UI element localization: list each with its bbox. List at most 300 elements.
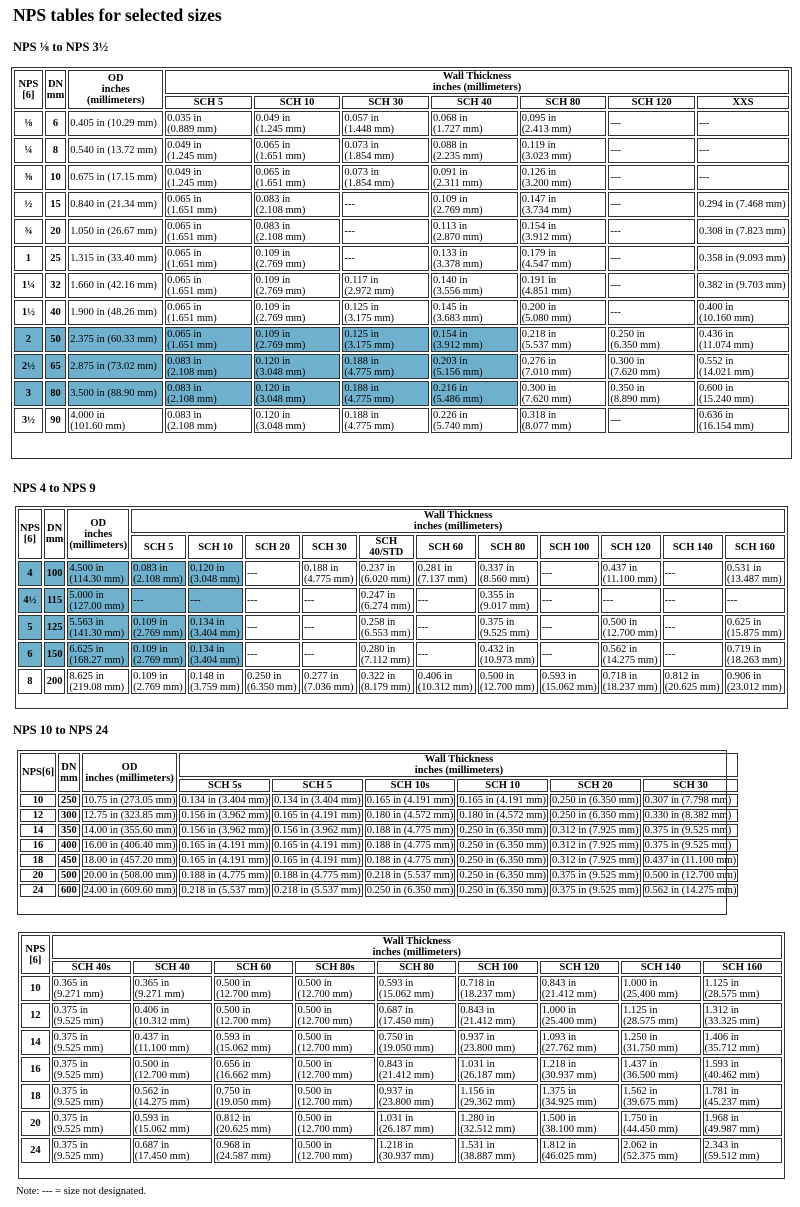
od-cell: 0.675 in (17.15 mm) <box>68 165 163 190</box>
nps-cell: 10 <box>20 794 56 807</box>
table-row <box>14 327 789 352</box>
dn-cell: 250 <box>58 794 80 807</box>
dn-cell: 200 <box>44 669 66 694</box>
wall-cell: 0.068 in (1.727 mm) <box>431 111 518 136</box>
wall-cell: 0.365 in (9.271 mm) <box>133 976 212 1001</box>
dn-cell: 400 <box>58 839 80 852</box>
dn-cell: 600 <box>58 884 80 897</box>
wall-cell: --- <box>540 588 599 613</box>
od-cell: 16.00 in (406.40 mm) <box>83 840 176 851</box>
wall-cell: 0.636 in (16.154 mm) <box>697 408 789 433</box>
table-frame-t4 <box>18 932 785 1179</box>
wall-cell: 0.593 in (15.062 mm) <box>377 976 456 1001</box>
table-row <box>14 354 789 379</box>
wall-cell: 0.843 in (21.412 mm) <box>377 1057 456 1082</box>
column-header: NPS [6] <box>21 935 50 974</box>
wall-cell: 0.073 in (1.854 mm) <box>342 138 429 163</box>
wall-cell: --- <box>608 192 695 217</box>
nps-cell: 14 <box>21 1030 50 1055</box>
wall-cell: 0.500 in (12.700 mm) <box>295 1057 374 1082</box>
wall-cell: 0.600 in (15.240 mm) <box>697 381 789 406</box>
wall-cell: --- <box>608 165 695 190</box>
wall-cell: 0.113 in (2.870 mm) <box>431 219 518 244</box>
schedule-header: XXS <box>697 96 789 109</box>
wall-cell: 0.083 in (2.108 mm) <box>131 561 186 586</box>
subtitle-t2: NPS 4 to NPS 9 <box>13 481 96 495</box>
wall-cell: --- <box>302 588 357 613</box>
wall-cell: --- <box>245 588 300 613</box>
wall-cell: --- <box>342 246 429 271</box>
od-cell: 8.625 in (219.08 mm) <box>67 669 129 694</box>
table-row <box>20 794 738 807</box>
wall-cell: 0.065 in (1.651 mm) <box>254 138 341 163</box>
wall-cell: 0.216 in (5.486 mm) <box>431 381 518 406</box>
schedule-header: SCH 120 <box>540 961 619 974</box>
table-row <box>14 381 789 406</box>
wall-cell: 0.312 in (7.925 mm) <box>551 855 639 866</box>
column-header: NPS [6] <box>14 70 43 109</box>
nps-cell: 1¼ <box>14 273 43 298</box>
table-row <box>20 824 738 837</box>
wall-cell: --- <box>601 588 661 613</box>
schedule-header: SCH 140 <box>621 961 700 974</box>
wall-cell: 0.109 in (2.769 mm) <box>131 669 186 694</box>
wall-cell: 0.531 in (13.487 mm) <box>725 561 785 586</box>
wall-cell: 1.280 in (32.512 mm) <box>458 1111 537 1136</box>
wall-cell: 0.562 in (14.275 mm) <box>644 885 737 896</box>
wall-cell: 0.073 in (1.854 mm) <box>342 165 429 190</box>
wall-cell: 1.437 in (36.500 mm) <box>621 1057 700 1082</box>
page-title: NPS tables for selected sizes <box>13 5 222 25</box>
wall-cell: 1.031 in (26.187 mm) <box>458 1057 537 1082</box>
nps-cell: 18 <box>20 854 56 867</box>
wall-cell: 0.218 in (5.537 mm) <box>274 885 361 896</box>
wall-cell: 0.188 in (4.775 mm) <box>342 354 429 379</box>
column-header: NPS [6] <box>18 509 42 559</box>
nps-cell: ⅜ <box>14 165 43 190</box>
nps-cell: ¼ <box>14 138 43 163</box>
wall-cell: 0.552 in (14.021 mm) <box>697 354 789 379</box>
wall-cell: 1.562 in (39.675 mm) <box>621 1084 700 1109</box>
nps-cell: 2½ <box>14 354 43 379</box>
wall-cell: --- <box>608 300 695 325</box>
wall-cell: 1.125 in (28.575 mm) <box>703 976 783 1001</box>
wall-cell: 1.000 in (25.400 mm) <box>621 976 700 1001</box>
nps-cell: 1 <box>14 246 43 271</box>
nps-table-t4 <box>19 933 784 1165</box>
wall-cell: 0.057 in (1.448 mm) <box>342 111 429 136</box>
wall-cell: --- <box>245 561 300 586</box>
wall-cell: 0.750 in (19.050 mm) <box>377 1030 456 1055</box>
nps-cell: 5 <box>18 615 42 640</box>
wall-cell: 0.308 in (7.823 mm) <box>697 219 789 244</box>
wall-cell: 0.237 in (6.020 mm) <box>359 561 414 586</box>
wall-cell: --- <box>608 219 695 244</box>
wall-cell: 0.148 in (3.759 mm) <box>188 669 243 694</box>
wall-cell: 0.375 in (9.525 mm) <box>52 1030 131 1055</box>
wall-cell: 0.375 in (9.525 mm) <box>478 615 538 640</box>
footnote: Note: --- = size not designated. <box>16 1186 147 1197</box>
wall-cell: 0.358 in (9.093 mm) <box>697 246 789 271</box>
wall-cell: 0.593 in (15.062 mm) <box>133 1111 212 1136</box>
wall-cell: --- <box>608 273 695 298</box>
wall-cell: 0.147 in (3.734 mm) <box>520 192 607 217</box>
od-cell: 1.900 in (48.26 mm) <box>68 300 163 325</box>
wall-cell: 0.065 in (1.651 mm) <box>254 165 341 190</box>
wall-cell: 0.109 in (2.769 mm) <box>131 642 186 667</box>
schedule-header: SCH 120 <box>608 96 695 109</box>
od-cell: 2.875 in (73.02 mm) <box>68 354 163 379</box>
wall-cell: --- <box>540 561 599 586</box>
wall-cell: 1.375 in (34.925 mm) <box>540 1084 619 1109</box>
wall-cell: 0.049 in (1.245 mm) <box>254 111 341 136</box>
table-row <box>20 884 738 897</box>
wall-cell: 0.500 in (12.700 mm) <box>295 976 374 1001</box>
wall-cell: 0.500 in (12.700 mm) <box>133 1057 212 1082</box>
wall-cell: 0.375 in (9.525 mm) <box>52 1138 131 1163</box>
table-row <box>14 165 789 190</box>
schedule-header: SCH 5 <box>272 779 363 792</box>
wall-thickness-header: Wall Thickness inches (millimeters) <box>179 753 738 777</box>
wall-cell: 0.656 in (16.662 mm) <box>214 1057 293 1082</box>
wall-cell: --- <box>416 615 476 640</box>
wall-cell: 0.500 in (12.700 mm) <box>478 669 538 694</box>
wall-cell: 0.300 in (7.620 mm) <box>520 381 607 406</box>
wall-cell: 0.188 in (4.775 mm) <box>302 561 357 586</box>
schedule-header: SCH 60 <box>214 961 293 974</box>
wall-cell: 1.250 in (31.750 mm) <box>621 1030 700 1055</box>
wall-cell: 0.109 in (2.769 mm) <box>254 327 341 352</box>
nps-cell: ⅛ <box>14 111 43 136</box>
wall-cell: 0.330 in (8.382 mm) <box>643 809 739 822</box>
table-row <box>21 1111 782 1136</box>
wall-cell: 0.191 in (4.851 mm) <box>520 273 607 298</box>
od-cell: 1.050 in (26.67 mm) <box>68 219 163 244</box>
table-row <box>20 854 738 867</box>
wall-cell: 0.065 in (1.651 mm) <box>165 246 252 271</box>
wall-cell: 0.280 in (7.112 mm) <box>359 642 414 667</box>
wall-cell: --- <box>608 111 695 136</box>
wall-cell: 0.562 in (14.275 mm) <box>601 642 661 667</box>
wall-cell: 0.154 in (3.912 mm) <box>431 327 518 352</box>
wall-cell: 0.365 in (9.271 mm) <box>52 976 131 1001</box>
wall-cell: 0.247 in (6.274 mm) <box>359 588 414 613</box>
table-row <box>21 1057 782 1082</box>
table-row <box>14 111 789 136</box>
wall-cell: 0.250 in (6.350 mm) <box>551 810 639 821</box>
wall-cell: 0.375 in (9.525 mm) <box>52 1111 131 1136</box>
wall-cell: 0.049 in (1.245 mm) <box>165 165 252 190</box>
wall-cell: 0.593 in (15.062 mm) <box>214 1030 293 1055</box>
wall-cell: 0.188 in (4.775 mm) <box>181 870 269 881</box>
wall-cell: 0.500 in (12.700 mm) <box>295 1003 374 1028</box>
schedule-header: SCH 10 <box>188 535 243 559</box>
od-cell: 5.563 in (141.30 mm) <box>67 615 129 640</box>
nps-cell: 8 <box>18 669 42 694</box>
column-header: DN mm <box>45 70 67 109</box>
nps-cell: 24 <box>21 1138 50 1163</box>
wall-cell: 0.109 in (2.769 mm) <box>254 246 341 271</box>
schedule-header: SCH 100 <box>458 961 537 974</box>
wall-cell: --- <box>725 588 785 613</box>
dn-cell: 32 <box>45 273 67 298</box>
wall-cell: 0.500 in (12.700 mm) <box>295 1138 374 1163</box>
table-row <box>14 138 789 163</box>
wall-cell: --- <box>188 588 243 613</box>
wall-cell: 0.200 in (5.080 mm) <box>520 300 607 325</box>
wall-cell: 0.125 in (3.175 mm) <box>342 327 429 352</box>
column-header: OD inches (millimeters) <box>82 753 178 792</box>
wall-cell: 0.406 in (10.312 mm) <box>416 669 476 694</box>
column-header: DN mm <box>44 509 66 559</box>
wall-cell: 0.117 in (2.972 mm) <box>342 273 429 298</box>
dn-cell: 8 <box>45 138 67 163</box>
wall-cell: 0.165 in (4.191 mm) <box>274 840 361 851</box>
wall-cell: 0.500 in (12.700 mm) <box>214 976 293 1001</box>
wall-cell: 1.000 in (25.400 mm) <box>540 1003 619 1028</box>
od-cell: 20.00 in (508.00 mm) <box>83 870 176 881</box>
schedule-header: SCH 10 <box>457 779 548 792</box>
dn-cell: 80 <box>45 381 67 406</box>
wall-cell: 0.562 in (14.275 mm) <box>133 1084 212 1109</box>
wall-cell: 0.500 in (12.700 mm) <box>295 1084 374 1109</box>
wall-cell: 0.277 in (7.036 mm) <box>302 669 357 694</box>
wall-cell: 0.937 in (23.800 mm) <box>458 1030 537 1055</box>
dn-cell: 500 <box>58 869 80 882</box>
wall-cell: 1.406 in (35.712 mm) <box>703 1030 783 1055</box>
nps-table-t2 <box>16 507 787 696</box>
od-cell: 14.00 in (355.60 mm) <box>83 825 176 836</box>
wall-cell: 0.500 in (12.700 mm) <box>214 1003 293 1028</box>
wall-cell: 1.031 in (26.187 mm) <box>377 1111 456 1136</box>
wall-cell: 0.095 in (2.413 mm) <box>520 111 607 136</box>
wall-cell: 0.188 in (4.775 mm) <box>274 870 361 881</box>
wall-cell: 0.500 in (12.700 mm) <box>601 615 661 640</box>
dn-cell: 6 <box>45 111 67 136</box>
schedule-header: SCH 120 <box>601 535 661 559</box>
wall-cell: 0.188 in (4.775 mm) <box>342 381 429 406</box>
wall-cell: 2.062 in (52.375 mm) <box>621 1138 700 1163</box>
wall-cell: 0.406 in (10.312 mm) <box>133 1003 212 1028</box>
nps-table-t3 <box>18 751 740 899</box>
wall-cell: 0.088 in (2.235 mm) <box>431 138 518 163</box>
wall-cell: 0.432 in (10.973 mm) <box>478 642 538 667</box>
wall-cell: 0.250 in (6.350 mm) <box>245 669 300 694</box>
schedule-header: SCH 40 <box>133 961 212 974</box>
table-row <box>18 588 785 613</box>
column-header: OD inches (millimeters) <box>67 509 129 559</box>
wall-cell: 0.300 in (7.620 mm) <box>608 354 695 379</box>
wall-cell: 0.188 in (4.775 mm) <box>342 408 429 433</box>
wall-cell: --- <box>663 642 723 667</box>
schedule-header: SCH 30 <box>643 779 739 792</box>
wall-cell: 0.312 in (7.925 mm) <box>551 825 639 836</box>
subtitle-t1: NPS ⅛ to NPS 3½ <box>13 40 109 54</box>
nps-cell: 14 <box>20 824 56 837</box>
wall-cell: 0.134 in (3.404 mm) <box>188 642 243 667</box>
wall-thickness-header: Wall Thickness inches (millimeters) <box>131 509 785 533</box>
wall-cell: 0.188 in (4.775 mm) <box>366 840 454 851</box>
nps-cell: 18 <box>21 1084 50 1109</box>
wall-cell: 0.165 in (4.191 mm) <box>459 795 546 806</box>
wall-cell: 0.400 in (10.160 mm) <box>697 300 789 325</box>
schedule-header: SCH 100 <box>540 535 599 559</box>
wall-cell: 1.531 in (38.887 mm) <box>458 1138 537 1163</box>
wall-cell: 0.120 in (3.048 mm) <box>254 354 341 379</box>
dn-cell: 65 <box>45 354 67 379</box>
wall-cell: 0.083 in (2.108 mm) <box>254 219 341 244</box>
wall-cell: 0.156 in (3.962 mm) <box>181 825 269 836</box>
wall-cell: 0.382 in (9.703 mm) <box>697 273 789 298</box>
nps-cell: ½ <box>14 192 43 217</box>
wall-cell: 0.436 in (11.074 mm) <box>697 327 789 352</box>
wall-cell: 0.375 in (9.525 mm) <box>643 839 739 852</box>
dn-cell: 350 <box>58 824 80 837</box>
wall-cell: 0.687 in (17.450 mm) <box>377 1003 456 1028</box>
wall-cell: 0.812 in (20.625 mm) <box>214 1111 293 1136</box>
wall-cell: 0.145 in (3.683 mm) <box>431 300 518 325</box>
table-row <box>18 561 785 586</box>
wall-cell: --- <box>663 615 723 640</box>
wall-cell: 0.065 in (1.651 mm) <box>165 192 252 217</box>
nps-cell: 12 <box>20 809 56 822</box>
table-row <box>21 1003 782 1028</box>
wall-cell: 0.109 in (2.769 mm) <box>254 273 341 298</box>
wall-cell: --- <box>697 138 789 163</box>
nps-cell: 4 <box>18 561 42 586</box>
nps-cell: 20 <box>21 1111 50 1136</box>
table-frame-t3 <box>17 750 737 915</box>
table-row <box>14 192 789 217</box>
table-row <box>18 615 785 640</box>
wall-cell: 0.937 in (23.800 mm) <box>377 1084 456 1109</box>
wall-cell: --- <box>416 642 476 667</box>
wall-cell: --- <box>608 408 695 433</box>
wall-cell: 0.843 in (21.412 mm) <box>458 1003 537 1028</box>
subtitle-t3: NPS 10 to NPS 24 <box>13 723 109 737</box>
wall-cell: 0.719 in (18.263 mm) <box>725 642 785 667</box>
table-row <box>20 839 738 852</box>
od-cell: 10.75 in (273.05 mm) <box>83 795 176 806</box>
wall-cell: 0.065 in (1.651 mm) <box>165 273 252 298</box>
schedule-header: SCH 80 <box>377 961 456 974</box>
schedule-header: SCH 160 <box>725 535 785 559</box>
wall-cell: --- <box>342 192 429 217</box>
wall-cell: 0.593 in (15.062 mm) <box>541 670 597 693</box>
wall-cell: 0.307 in (7.798 mm) <box>643 794 739 807</box>
nps-cell: 1½ <box>14 300 43 325</box>
wall-cell: 0.843 in (21.412 mm) <box>540 976 619 1001</box>
od-cell: 3.500 in (88.90 mm) <box>68 381 163 406</box>
wall-cell: 0.134 in (3.404 mm) <box>274 795 361 806</box>
wall-cell: 0.065 in (1.651 mm) <box>165 219 252 244</box>
wall-cell: 0.250 in (6.350 mm) <box>459 855 546 866</box>
nps-cell: 2 <box>14 327 43 352</box>
wall-cell: --- <box>663 561 723 586</box>
table-row <box>21 1030 782 1055</box>
wall-cell: 0.180 in (4.572 mm) <box>366 810 454 821</box>
wall-cell: 0.437 in (11.100 mm) <box>601 561 661 586</box>
dn-cell: 90 <box>45 408 67 433</box>
wall-cell: --- <box>663 588 723 613</box>
schedule-header: SCH 5s <box>179 779 270 792</box>
wall-cell: --- <box>302 615 357 640</box>
table-row <box>14 408 789 433</box>
nps-cell: 3½ <box>14 408 43 433</box>
wall-cell: 0.188 in (4.775 mm) <box>366 855 454 866</box>
wall-cell: --- <box>697 111 789 136</box>
nps-cell: 16 <box>21 1057 50 1082</box>
wall-cell: 1.218 in (30.937 mm) <box>377 1138 456 1163</box>
wall-cell: --- <box>608 138 695 163</box>
wall-cell: 0.375 in (9.525 mm) <box>551 870 639 881</box>
wall-cell: 1.750 in (44.450 mm) <box>621 1111 700 1136</box>
wall-cell: 0.437 in (11.100 mm) <box>643 854 739 867</box>
wall-cell: 0.625 in (15.875 mm) <box>725 615 785 640</box>
schedule-header: SCH 5 <box>165 96 252 109</box>
schedule-header: SCH 140 <box>663 535 723 559</box>
wall-cell: 1.312 in (33.325 mm) <box>703 1003 783 1028</box>
wall-cell: 0.250 in (6.350 mm) <box>366 885 454 896</box>
wall-cell: 0.083 in (2.108 mm) <box>165 354 252 379</box>
od-cell: 6.625 in (168.27 mm) <box>67 642 129 667</box>
nps-cell: 24 <box>20 884 56 897</box>
wall-cell: 0.218 in (5.537 mm) <box>181 885 269 896</box>
wall-cell: --- <box>697 165 789 190</box>
schedule-header: SCH 160 <box>703 961 783 974</box>
dn-cell: 15 <box>45 192 67 217</box>
wall-cell: 0.109 in (2.769 mm) <box>431 192 518 217</box>
wall-cell: 1.968 in (49.987 mm) <box>703 1111 783 1136</box>
wall-cell: 0.718 in (18.237 mm) <box>458 976 537 1001</box>
wall-cell: 0.091 in (2.311 mm) <box>431 165 518 190</box>
table-row <box>21 1084 782 1109</box>
nps-table-t1 <box>12 68 791 435</box>
wall-cell: --- <box>540 615 599 640</box>
wall-cell: 1.812 in (46.025 mm) <box>540 1138 619 1163</box>
wall-cell: 0.250 in (6.350 mm) <box>608 327 695 352</box>
wall-cell: 0.375 in (9.525 mm) <box>551 885 639 896</box>
wall-cell: 0.140 in (3.556 mm) <box>431 273 518 298</box>
schedule-header: SCH 10 <box>254 96 341 109</box>
dn-cell: 20 <box>45 219 67 244</box>
wall-cell: 1.218 in (30.937 mm) <box>540 1057 619 1082</box>
od-cell: 24.00 in (609.60 mm) <box>83 885 176 896</box>
wall-cell: 0.065 in (1.651 mm) <box>165 327 252 352</box>
od-cell: 4.000 in (101.60 mm) <box>68 408 163 433</box>
wall-cell: 0.165 in (4.191 mm) <box>366 795 454 806</box>
schedule-header: SCH 20 <box>550 779 641 792</box>
wall-cell: 0.276 in (7.010 mm) <box>520 354 607 379</box>
wall-cell: 0.119 in (3.023 mm) <box>520 138 607 163</box>
od-cell: 0.540 in (13.72 mm) <box>68 138 163 163</box>
wall-cell: 0.180 in (4.572 mm) <box>459 810 546 821</box>
wall-cell: 0.120 in (3.048 mm) <box>254 408 341 433</box>
wall-cell: 0.250 in (6.350 mm) <box>551 795 639 806</box>
wall-cell: --- <box>608 246 695 271</box>
wall-cell: --- <box>342 219 429 244</box>
wall-cell: 0.375 in (9.525 mm) <box>643 824 739 837</box>
nps-cell: 10 <box>21 976 50 1001</box>
dn-cell: 125 <box>44 615 66 640</box>
od-cell: 0.840 in (21.34 mm) <box>68 192 163 217</box>
wall-cell: 0.156 in (3.962 mm) <box>274 825 361 836</box>
wall-cell: 0.165 in (4.191 mm) <box>274 855 361 866</box>
wall-cell: 1.500 in (38.100 mm) <box>540 1111 619 1136</box>
wall-cell: 0.687 in (17.450 mm) <box>133 1138 212 1163</box>
od-cell: 1.315 in (33.40 mm) <box>68 246 163 271</box>
wall-cell: 1.781 in (45.237 mm) <box>703 1084 783 1109</box>
